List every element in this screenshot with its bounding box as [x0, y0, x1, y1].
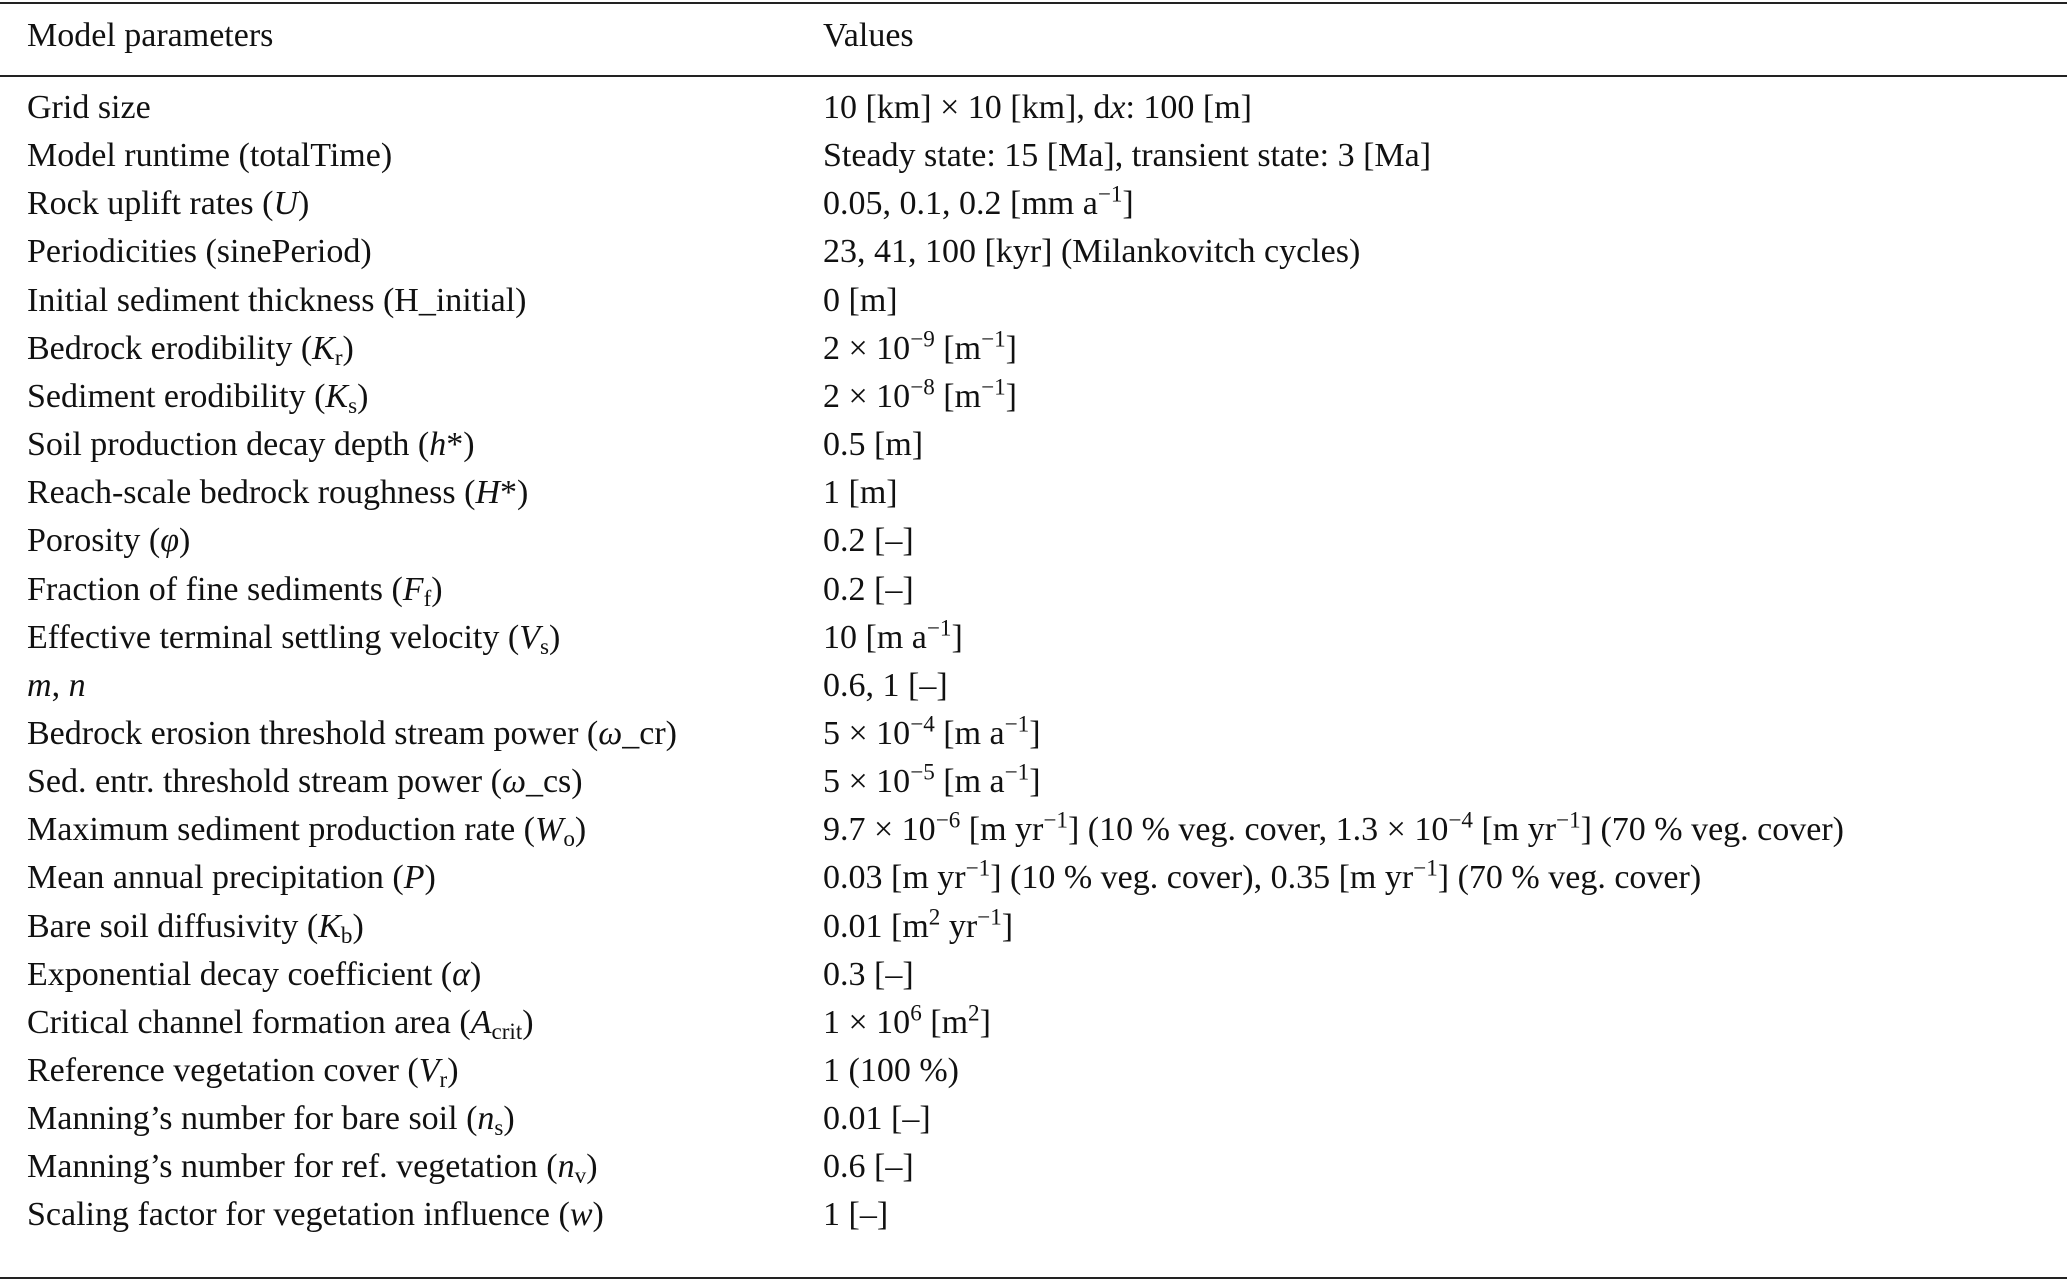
- table-row: [0, 325, 2067, 373]
- table-row: [0, 1047, 2067, 1095]
- parameter-name: Bedrock erosion threshold stream power (ω_cr): [27, 714, 677, 752]
- parameter-value: 0.05, 0.1, 0.2 [mm $a^{-1}$]: [823, 181, 1134, 223]
- parameter-value: 10 [m $a^{-1}$]: [823, 614, 963, 656]
- table-header-row: [0, 12, 2067, 60]
- parameter-name: Scaling factor for vegetation influence (w): [27, 1196, 604, 1234]
- parameter-name: Model runtime (totalTime): [27, 137, 393, 175]
- table-row: [0, 999, 2067, 1047]
- parameter-name: m, n: [27, 666, 86, 704]
- parameter-name: Reference vegetation cover $(V_r)$: [27, 1052, 459, 1093]
- table-row: [0, 469, 2067, 517]
- table-row: [0, 1095, 2067, 1143]
- table-bottom-rule: [0, 1277, 2067, 1279]
- table-row: [0, 228, 2067, 276]
- table-row: [0, 421, 2067, 469]
- parameter-value: 10 [km] × 10 [km], dx: 100 [m]: [823, 89, 1252, 126]
- parameter-name: Soil production decay depth (h*): [27, 426, 475, 464]
- table-row: [0, 806, 2067, 854]
- parameter-name: Fraction of fine sediments $(F_f)$: [27, 570, 443, 612]
- parameter-value: 1 [m]: [823, 474, 898, 512]
- parameter-value: 23, 41, 100 [kyr] (Milankovitch cycles): [823, 233, 1361, 271]
- table-row: [0, 566, 2067, 614]
- parameter-value: 0.01 [–]: [823, 1100, 931, 1138]
- parameter-value: 0.6 [–]: [823, 1148, 914, 1186]
- parameter-name: Manning’s number for ref. vegetation $(n_v)$: [27, 1148, 598, 1190]
- parameter-value: $5 \times 10^{-4}$ [m $a^{-1}$]: [823, 711, 1041, 752]
- parameter-value: $9.7 \times 10^{-6}$ [m $yr^{-1}$] (10 % veg. cover, $1.3 \times 10^{-4}$ [m $yr^{-1}$] (70 % veg. cover): [823, 807, 1845, 849]
- parameter-value: $1 \times 10^6$ $[m^2]$: [823, 1000, 991, 1041]
- parameter-value: 1 (100 %): [823, 1052, 959, 1089]
- parameter-name: Critical channel formation area $(A_{crit})$: [27, 1003, 534, 1045]
- table-row: [0, 373, 2067, 421]
- table-row: [0, 1143, 2067, 1191]
- table-row: [0, 1191, 2067, 1239]
- parameter-name: Effective terminal settling velocity $(V_s)$: [27, 618, 561, 660]
- table-row: [0, 710, 2067, 758]
- parameter-value: 0.01 [$m^2$ $yr^{-1}$]: [823, 903, 1014, 945]
- parameter-name: Mean annual precipitation (P): [27, 859, 436, 897]
- table-row: [0, 84, 2067, 132]
- table-row: [0, 903, 2067, 951]
- parameter-value: $2 \times 10^{-8}$ $[m^{-1}]$: [823, 374, 1017, 415]
- table-row: [0, 854, 2067, 902]
- table-row: [0, 277, 2067, 325]
- table-top-rule: [0, 2, 2067, 4]
- table-row: [0, 614, 2067, 662]
- parameter-name: Porosity (φ): [27, 522, 191, 560]
- parameter-name: Bedrock erodibility $(K_r)$: [27, 329, 354, 371]
- parameter-name: Periodicities (sinePeriod): [27, 233, 372, 271]
- parameter-name: Manning’s number for bare soil $(n_s)$: [27, 1100, 515, 1141]
- parameter-name: Sed. entr. threshold stream power (ω_cs): [27, 763, 583, 801]
- parameter-value: 0.3 [–]: [823, 955, 914, 993]
- table-row: [0, 180, 2067, 228]
- parameter-value: 0.03 [m $yr^{-1}$] (10 % veg. cover), 0.35 [m $yr^{-1}$] (70 % veg. cover): [823, 855, 1702, 897]
- parameter-value: 0.2 [–]: [823, 522, 914, 560]
- table-row: [0, 517, 2067, 565]
- table-header-rule: [0, 75, 2067, 77]
- parameter-value: Steady state: 15 [Ma], transient state: 3 [Ma]: [823, 137, 1432, 175]
- parameter-name: Grid size: [27, 89, 151, 126]
- table-row: [0, 951, 2067, 999]
- parameter-name: Rock uplift rates (U): [27, 185, 310, 223]
- parameter-value: 0.5 [m]: [823, 426, 924, 464]
- parameter-name: Exponential decay coefficient (α): [27, 955, 482, 993]
- table-row: [0, 132, 2067, 180]
- parameter-value: 0.6, 1 [–]: [823, 666, 948, 704]
- header-values: Values: [823, 17, 914, 54]
- header-model-parameters: Model parameters: [27, 17, 274, 54]
- parameter-value: 0.2 [–]: [823, 570, 914, 608]
- parameter-name: Bare soil diffusivity $(K_b)$: [27, 907, 364, 949]
- parameter-value: 0 [m]: [823, 281, 898, 319]
- parameter-value: $5 \times 10^{-5}$ [m $a^{-1}$]: [823, 759, 1041, 801]
- parameter-value: 1 [–]: [823, 1196, 889, 1234]
- table-row: [0, 662, 2067, 710]
- parameter-name: Sediment erodibility $(K_s)$: [27, 377, 369, 419]
- parameter-name: Maximum sediment production rate $(W_o)$: [27, 811, 587, 853]
- parameter-value: $2 \times 10^{-9}$ $[m^{-1}]$: [823, 326, 1017, 367]
- table-row: [0, 758, 2067, 806]
- parameter-name: Initial sediment thickness (H_initial): [27, 281, 527, 319]
- parameter-name: Reach-scale bedrock roughness (H*): [27, 474, 529, 512]
